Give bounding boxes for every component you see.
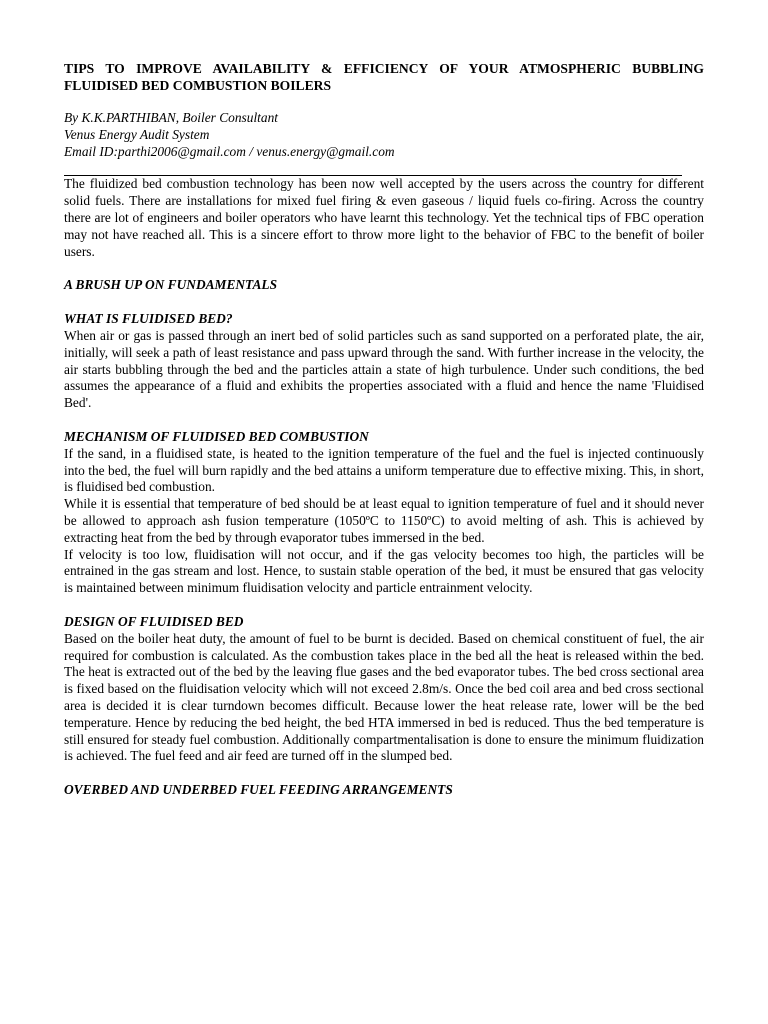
- paragraph-mechanism-3: If velocity is too low, fluidisation will not occur, and if the gas velocity becomes too high, the particles will be entrained in the gas stream and lost. Hence, to sustain stable operation of the bed, it must be ensured that gas velocity is maintained between minimum fluidisation velocity and particle entrainment velocity.: [64, 546, 704, 596]
- paragraph-what-is: When air or gas is passed through an inert bed of solid particles such as sand supported on a perforated plate, the air, initially, will seek a path of least resistance and pass upward through the sand. With further increase in the velocity, the air starts bubbling through the bed and the particles attain a state of high turbulence. Under such conditions, the bed assumes the appearance of a fluid and exhibits the properties associated with a fluid and hence the name 'Fluidised Bed'.: [64, 327, 704, 411]
- organization-line: Venus Energy Audit System: [64, 126, 210, 142]
- section-heading-mechanism: MECHANISM OF FLUIDISED BED COMBUSTION: [64, 428, 369, 444]
- section-heading-feeding: OVERBED AND UNDERBED FUEL FEEDING ARRANGEMENTS: [64, 782, 453, 798]
- paragraph-design: Based on the boiler heat duty, the amount of fuel to be burnt is decided. Based on chemical constituent of fuel, the air required for combustion is calculated. As the combustion takes place in the bed all the heat is released within the bed. The heat is extracted out of the bed by the leaving flue gases and the bed evaporator tubes. The bed cross sectional area is fixed based on the fluidisation velocity which will not exceed 2.8m/s. Once the bed coil area and bed cross sectional area is decided it is clear turndown becomes difficult. Because lower the heat release rate, lower will be the bed temperature. Hence by reducing the bed height, the bed HTA immersed in bed is reduced. Thus the bed temperature is still ensured for steady fuel combustion. Additionally compartmentalisation is done to ensure the minimum fluidization is achieved. The fuel feed and air feed are turned off in the slumped bed.: [64, 630, 704, 764]
- email-line: Email ID:parthi2006@gmail.com / venus.energy@gmail.com: [64, 143, 395, 159]
- paragraph-mechanism-2: While it is essential that temperature of bed should be at least equal to ignition temperature of fuel and it should never be allowed to approach ash fusion temperature (1050ºC to 1150ºC) to avoid melting of ash. This is achieved by extracting heat from the bed by through evaporator tubes immersed in the bed.: [64, 496, 704, 545]
- paragraph-mechanism-1: If the sand, in a fluidised state, is heated to the ignition temperature of the fuel and the fuel is injected continuously into the bed, the fuel will burn rapidly and the bed attains a uniform temperature due to effective mixing. This, in short, is fluidised bed combustion.: [64, 445, 704, 495]
- author-line: By K.K.PARTHIBAN, Boiler Consultant: [64, 110, 279, 125]
- section-heading-design: DESIGN OF FLUIDISED BED: [64, 613, 244, 629]
- document-title: TIPS TO IMPROVE AVAILABILITY & EFFICIENCY OF YOUR ATMOSPHERIC BUBBLING FLUIDISED BED COMBUSTION BOILERS: [64, 61, 704, 93]
- section-heading-what-is: WHAT IS FLUIDISED BED?: [64, 311, 233, 327]
- section-heading-fundamentals: A BRUSH UP ON FUNDAMENTALS: [64, 277, 278, 293]
- intro-paragraph: The fluidized bed combustion technology has been now well accepted by the users across the country for different solid fuels. There are installations for mixed fuel firing & even gaseous / liquid fuels co-firing. Across the country there are lot of engineers and boiler operators who have learnt this technology. Yet the technical tips of FBC operation may not have reached all. This is a sincere effort to throw more light to the behavior of FBC to the benefit of boiler users.: [64, 176, 704, 259]
- author-block: [64, 110, 704, 160]
